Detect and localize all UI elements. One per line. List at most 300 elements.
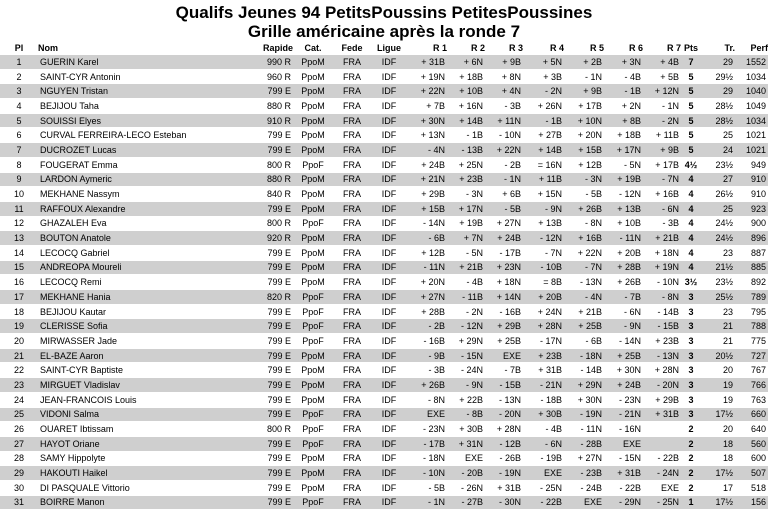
cell-ligue: IDF [371,84,407,99]
table-row [0,172,768,187]
cell-r4: + 24N [523,304,564,319]
cell-fede: FRA [333,275,371,290]
cell-tr: 24½ [701,231,735,246]
cell-r2: + 16N [447,99,485,114]
cell-r1: + 31B [407,55,447,70]
cell-pl: 1 [0,55,38,70]
cell-ligue: IDF [371,187,407,202]
table-row [0,113,768,128]
cell-r7: - 24N [643,466,681,481]
cell-r2: + 10B [447,84,485,99]
cell-rapide: 799 E [243,260,293,275]
table-row [0,334,768,349]
cell-r3: - 1N [485,172,523,187]
cell-rapide: 799 E [243,334,293,349]
cell-pts: 3 [681,304,701,319]
cell-r3: EXE [485,348,523,363]
cell-r5: - 13N [564,275,604,290]
cell-ligue: IDF [371,113,407,128]
cell-pl: 10 [0,187,38,202]
cell-rapide: 799 E [243,392,293,407]
table-row [0,187,768,202]
cell-ligue: IDF [371,290,407,305]
cell-perf: 1034 [735,69,768,84]
cell-r1: + 15B [407,201,447,216]
cell-pts: 3 [681,290,701,305]
cell-tr: 27 [701,172,735,187]
cell-nom: GHAZALEH Eva [38,216,243,231]
cell-ligue: IDF [371,245,407,260]
cell-r6: - 23N [604,392,643,407]
page-title: Qualifs Jeunes 94 PetitsPoussins PetitesPoussines [175,3,593,22]
cell-rapide: 960 R [243,69,293,84]
cell-nom: EL-BAZE Aaron [38,348,243,363]
cell-r3: + 24B [485,231,523,246]
cell-r1: + 26B [407,378,447,393]
cell-pl: 5 [0,113,38,128]
cell-r3: - 26B [485,451,523,466]
cell-fede: FRA [333,143,371,158]
cell-r3: - 7B [485,363,523,378]
cell-fede: FRA [333,334,371,349]
cell-pl: 31 [0,495,38,509]
cell-r3: - 2B [485,157,523,172]
cell-r5: + 27N [564,451,604,466]
table-row [0,436,768,451]
cell-r1: - 23N [407,422,447,437]
cell-pl: 3 [0,84,38,99]
table-row [0,201,768,216]
cell-ligue: IDF [371,348,407,363]
cell-rapide: 799 E [243,451,293,466]
cell-pl: 8 [0,157,38,172]
cell-r4: + 11B [523,172,564,187]
cell-r2: + 6N [447,55,485,70]
cell-r6: - 7B [604,290,643,305]
cell-fede: FRA [333,84,371,99]
cell-nom: MEKHANE Nassym [38,187,243,202]
cell-rapide: 840 R [243,187,293,202]
cell-fede: FRA [333,231,371,246]
cell-r4: - 6N [523,436,564,451]
cell-r1: - 4N [407,143,447,158]
cell-rapide: 799 E [243,407,293,422]
cell-r4: + 31B [523,363,564,378]
cell-fede: FRA [333,216,371,231]
cell-tr: 17½ [701,495,735,509]
cell-r1: + 13N [407,128,447,143]
cell-tr: 20½ [701,348,735,363]
cell-pts: 5 [681,113,701,128]
cell-r6: - 16N [604,422,643,437]
cell-r2: - 3N [447,187,485,202]
cell-r2: - 12N [447,319,485,334]
cell-nom: OUARET Ibtissam [38,422,243,437]
cell-r2: - 5N [447,245,485,260]
cell-r4: - 10B [523,260,564,275]
cell-r1: + 7B [407,99,447,114]
table-row [0,55,768,70]
table-row [0,451,768,466]
cell-fede: FRA [333,55,371,70]
cell-fede: FRA [333,260,371,275]
cell-nom: HAYOT Oriane [38,436,243,451]
cell-pl: 21 [0,348,38,363]
header-perf: Perf [750,42,768,53]
cell-r3: - 5B [485,201,523,216]
cell-r4: + 13B [523,216,564,231]
cell-r4: - 9N [523,201,564,216]
cell-r2: - 24N [447,363,485,378]
cell-r7 [643,422,681,437]
cell-r7: - 8N [643,290,681,305]
table-row [0,348,768,363]
cell-nom: NGUYEN Tristan [38,84,243,99]
cell-r7: + 21B [643,231,681,246]
cell-r4: + 20B [523,290,564,305]
cell-rapide: 820 R [243,290,293,305]
cell-r2: - 4B [447,275,485,290]
cell-nom: VIDONI Salma [38,407,243,422]
cell-r5: - 14B [564,363,604,378]
cell-r2: - 27B [447,495,485,509]
cell-rapide: 799 E [243,466,293,481]
table-row [0,480,768,495]
cell-r5: + 29N [564,378,604,393]
cell-r2: + 21B [447,260,485,275]
cell-perf: 1552 [735,55,768,70]
cell-r7: + 17B [643,157,681,172]
cell-nom: DUCROZET Lucas [38,143,243,158]
table-row [0,84,768,99]
cell-r1: - 17B [407,436,447,451]
cell-r7: - 1N [643,99,681,114]
cell-rapide: 910 R [243,113,293,128]
cell-r2: + 23B [447,172,485,187]
cell-pts: 3 [681,407,701,422]
cell-perf: 789 [735,290,768,305]
cell-r7 [643,436,681,451]
cell-rapide: 799 E [243,319,293,334]
cell-rapide: 799 E [243,363,293,378]
cell-r6: - 22B [604,480,643,495]
cell-tr: 28½ [701,113,735,128]
table-row [0,422,768,437]
cell-pl: 7 [0,143,38,158]
cell-r1: + 22N [407,84,447,99]
cell-fede: FRA [333,378,371,393]
cell-r1: - 3B [407,363,447,378]
cell-cat: PpoM [293,172,333,187]
cell-perf: 910 [735,172,768,187]
cell-cat: PpoF [293,319,333,334]
cell-r1: + 24B [407,157,447,172]
cell-pts: 4 [681,231,701,246]
cell-r5: - 28B [564,436,604,451]
cell-cat: PpoM [293,99,333,114]
cell-r1: - 11N [407,260,447,275]
cell-cat: PpoF [293,422,333,437]
cell-r6: + 18B [604,128,643,143]
cell-r1: - 18N [407,451,447,466]
cell-rapide: 799 E [243,201,293,216]
cell-perf: 923 [735,201,768,216]
cell-r2: - 20B [447,466,485,481]
cell-pts: 1 [681,495,701,509]
cell-perf: 1049 [735,99,768,114]
cell-r4: + 28N [523,319,564,334]
cell-pts: 2 [681,451,701,466]
cell-r6: - 29N [604,495,643,509]
cell-tr: 18 [701,451,735,466]
cell-r1: - 6B [407,231,447,246]
cell-r5: - 8N [564,216,604,231]
cell-ligue: IDF [371,260,407,275]
cell-pl: 15 [0,260,38,275]
cell-r1: - 14N [407,216,447,231]
cell-r6: EXE [604,436,643,451]
cell-fede: FRA [333,201,371,216]
table-row [0,260,768,275]
cell-nom: DI PASQUALE Vittorio [38,480,243,495]
cell-tr: 29 [701,55,735,70]
cell-pts: 4 [681,216,701,231]
cell-ligue: IDF [371,275,407,290]
cell-pl: 28 [0,451,38,466]
cell-r6: - 9N [604,319,643,334]
table-row [0,304,768,319]
cell-r2: + 17N [447,201,485,216]
cell-r5: + 2B [564,55,604,70]
cell-rapide: 880 R [243,99,293,114]
table-row [0,128,768,143]
cell-ligue: IDF [371,466,407,481]
cell-r1: + 21N [407,172,447,187]
cell-cat: PpoF [293,290,333,305]
table-row [0,407,768,422]
cell-r3: + 8N [485,69,523,84]
cell-nom: MEKHANE Hania [38,290,243,305]
cell-tr: 18 [701,436,735,451]
cell-r2: + 14B [447,113,485,128]
cell-r6: - 1B [604,84,643,99]
cell-r2: - 2N [447,304,485,319]
cell-nom: JEAN-FRANCOIS Louis [38,392,243,407]
cell-cat: PpoM [293,480,333,495]
table-row [0,290,768,305]
cell-r5: - 24B [564,480,604,495]
cell-fede: FRA [333,245,371,260]
cell-r7: + 18N [643,245,681,260]
cell-r4: - 1B [523,113,564,128]
cell-rapide: 799 E [243,245,293,260]
cell-r7: - 22B [643,451,681,466]
cell-ligue: IDF [371,128,407,143]
cell-r6: - 15N [604,451,643,466]
cell-r3: + 29B [485,319,523,334]
cell-r7: + 4B [643,55,681,70]
cell-r5: + 22N [564,245,604,260]
cell-fede: FRA [333,304,371,319]
cell-r4: - 17N [523,334,564,349]
table-row [0,231,768,246]
cell-ligue: IDF [371,436,407,451]
cell-rapide: 799 E [243,304,293,319]
cell-fede: FRA [333,392,371,407]
cell-pts: 4 [681,172,701,187]
cell-r4: - 22B [523,495,564,509]
cell-pts: 3 [681,334,701,349]
cell-perf: 518 [735,480,768,495]
cell-pl: 23 [0,378,38,393]
cell-r4: + 30B [523,407,564,422]
cell-ligue: IDF [371,157,407,172]
cell-fede: FRA [333,172,371,187]
cell-r4: + 14B [523,143,564,158]
cell-r3: + 4N [485,84,523,99]
cell-r1: EXE [407,407,447,422]
cell-cat: PpoF [293,216,333,231]
table-row [0,99,768,114]
cell-r3: - 17B [485,245,523,260]
cell-r5: + 9B [564,84,604,99]
cell-perf: 1034 [735,113,768,128]
table-row [0,378,768,393]
cell-rapide: 799 E [243,275,293,290]
cell-r3: + 9B [485,55,523,70]
cell-r5: + 10N [564,113,604,128]
cell-ligue: IDF [371,99,407,114]
cell-perf: 640 [735,422,768,437]
cell-cat: PpoM [293,378,333,393]
table-row [0,319,768,334]
cell-r7: + 9B [643,143,681,158]
cell-r5: - 19N [564,407,604,422]
cell-ligue: IDF [371,334,407,349]
cell-ligue: IDF [371,363,407,378]
cell-r6: - 11N [604,231,643,246]
cell-r6: + 24B [604,378,643,393]
cell-pts: 4 [681,245,701,260]
table-body [0,55,768,510]
cell-pts: 2 [681,480,701,495]
cell-pts: 5 [681,84,701,99]
cell-tr: 25½ [701,290,735,305]
cell-fede: FRA [333,466,371,481]
cell-r3: - 3B [485,99,523,114]
cell-pl: 13 [0,231,38,246]
cell-r1: + 28B [407,304,447,319]
cell-r4: - 19B [523,451,564,466]
cell-tr: 23 [701,304,735,319]
cell-r7: - 20N [643,378,681,393]
table-row [0,363,768,378]
cell-perf: 949 [735,157,768,172]
cell-nom: CLERISSE Sofia [38,319,243,334]
header-r1: R 1 [432,42,447,53]
cell-perf: 896 [735,231,768,246]
cell-nom: LECOCQ Gabriel [38,245,243,260]
header-nom: Nom [38,42,58,53]
cell-r2: + 30B [447,422,485,437]
header-fede: Fede [341,42,363,53]
table-row [0,392,768,407]
cell-r5: - 11N [564,422,604,437]
cell-r7: - 3B [643,216,681,231]
cell-tr: 29 [701,84,735,99]
cell-tr: 26½ [701,187,735,202]
cell-r7: - 6N [643,201,681,216]
cell-pl: 9 [0,172,38,187]
cell-r5: - 23B [564,466,604,481]
cell-r3: + 11N [485,113,523,128]
cell-r1: + 27N [407,290,447,305]
cell-ligue: IDF [371,495,407,509]
cell-r2: - 26N [447,480,485,495]
cell-cat: PpoF [293,407,333,422]
cell-ligue: IDF [371,69,407,84]
cell-r4: - 12N [523,231,564,246]
cell-r3: - 15B [485,378,523,393]
cell-pl: 25 [0,407,38,422]
cell-r7: - 25N [643,495,681,509]
cell-pl: 27 [0,436,38,451]
cell-nom: SAMY Hippolyte [38,451,243,466]
cell-pts: 2 [681,436,701,451]
cell-ligue: IDF [371,392,407,407]
header-r2: R 2 [470,42,485,53]
cell-pts: 3 [681,392,701,407]
cell-cat: PpoM [293,84,333,99]
cell-r7: + 19N [643,260,681,275]
cell-cat: PpoM [293,245,333,260]
cell-pts: 3 [681,378,701,393]
cell-perf: 507 [735,466,768,481]
cell-cat: PpoM [293,392,333,407]
cell-r5: EXE [564,495,604,509]
cell-fede: FRA [333,363,371,378]
cell-cat: PpoM [293,128,333,143]
cell-pl: 14 [0,245,38,260]
cell-perf: 775 [735,334,768,349]
cell-r1: + 20N [407,275,447,290]
cell-perf: 727 [735,348,768,363]
cell-r7: EXE [643,480,681,495]
cell-nom: MIRWASSER Jade [38,334,243,349]
cell-r6: - 6N [604,304,643,319]
cell-nom: LECOCQ Remi [38,275,243,290]
cell-r4: + 23B [523,348,564,363]
cell-nom: HAKOUTI Haikel [38,466,243,481]
header-r7: R 7 [666,42,681,53]
cell-perf: 892 [735,275,768,290]
cell-nom: LARDON Aymeric [38,172,243,187]
cell-cat: PpoF [293,436,333,451]
cell-r5: + 17B [564,99,604,114]
cell-pl: 24 [0,392,38,407]
table-row [0,157,768,172]
cell-nom: BEJIJOU Kautar [38,304,243,319]
cell-cat: PpoM [293,348,333,363]
cell-r2: + 18B [447,69,485,84]
cell-cat: PpoM [293,275,333,290]
cell-r6: + 20B [604,245,643,260]
header-rapide: Rapide [262,42,293,53]
cell-nom: RAFFOUX Alexandre [38,201,243,216]
cell-r4: EXE [523,466,564,481]
cell-cat: PpoM [293,201,333,216]
cell-tr: 23½ [701,275,735,290]
